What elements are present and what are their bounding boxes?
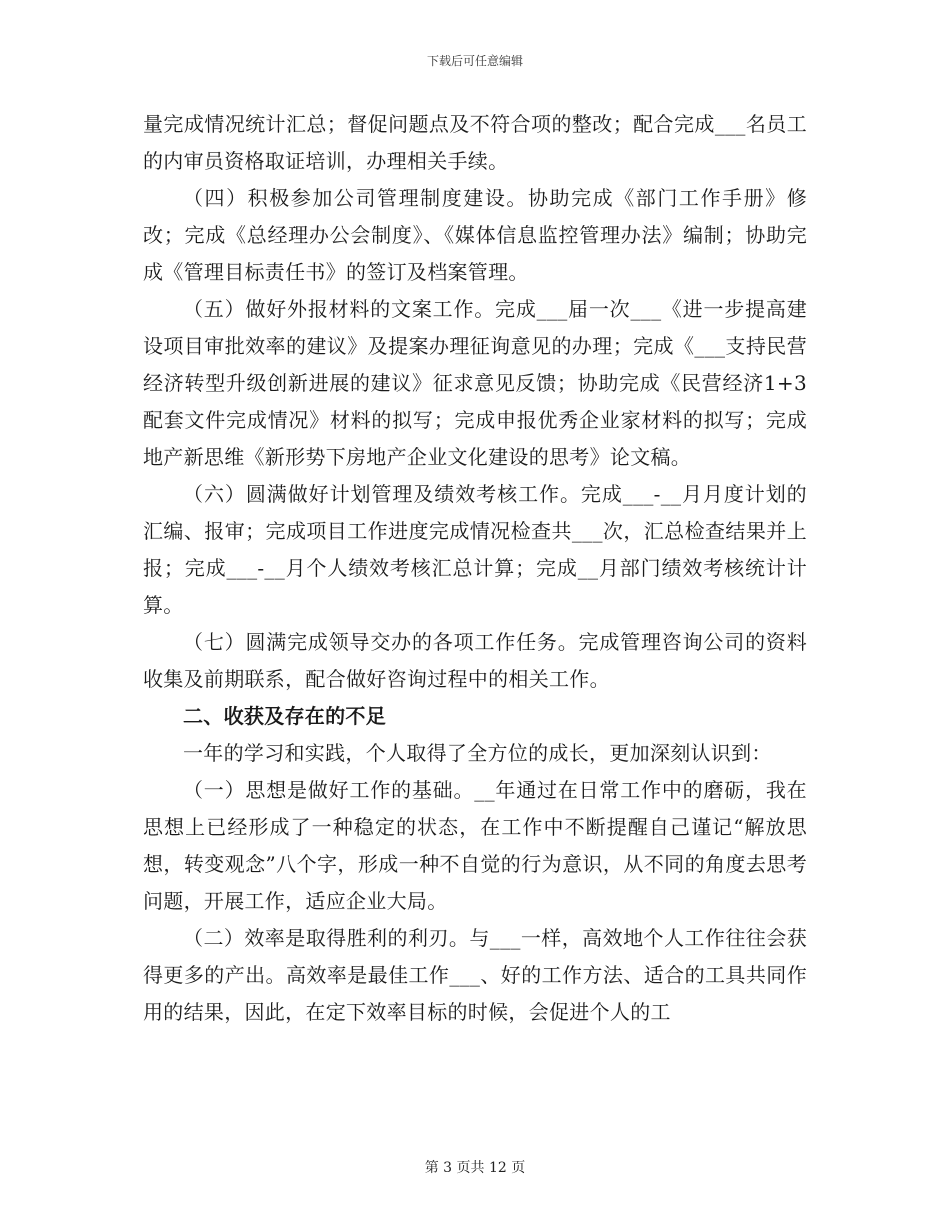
paragraph-item-7: （七）圆满完成领导交办的各项工作任务。完成管理咨询公司的资料收集及前期联系，配合做好咨询过程中的相关工作。	[143, 630, 807, 691]
paragraph-intro: 一年的学习和实践，个人取得了全方位的成长，更加深刻认识到：	[183, 741, 772, 765]
page-header: 下载后可任意编辑	[426, 54, 523, 68]
paragraph-point-2: （二）效率是取得胜利的利刃。与___一样，高效地个人工作往往会获得更多的产出。高效率是最佳工作___、好的工作方法、适合的工具共同作用的结果，因此，在定下效率目标的时候，会促进个人的工	[143, 926, 807, 1024]
paragraph-continuation: 量完成情况统计汇总；督促问题点及不符合项的整改；配合完成___名员工的内审员资格取证培训，办理相关手续。	[143, 112, 807, 173]
paragraph-item-5: （五）做好外报材料的文案工作。完成___届一次___《进一步提高建设项目审批效率的建议》及提案办理征询意见的办理；完成《___支持民营经济转型升级创新进展的建议》征求意见反馈；协助完成《民营经济1+3配套文件完成情况》材料的拟写；完成申报优秀企业家材料的拟写；完成地产新思维《新形势下房地产企业文化建设的思考》论文稿。	[143, 297, 807, 469]
paragraph-point-1: （一）思想是做好工作的基础。__年通过在日常工作中的磨砺，我在思想上已经形成了一种稳定的状态，在工作中不断提醒自己谨记“解放思想，转变观念”八个字，形成一种不自觉的行为意识，从不同的角度去思考问题，开展工作，适应企业大局。	[143, 778, 807, 913]
section-heading: 二、收获及存在的不足	[183, 704, 386, 728]
paragraph-item-4: （四）积极参加公司管理制度建设。协助完成《部门工作手册》修改；完成《总经理办公会制度》、《媒体信息监控管理办法》编制；协助完成《管理目标责任书》的签订及档案管理。	[143, 186, 807, 284]
paragraph-item-6: （六）圆满做好计划管理及绩效考核工作。完成___-__月月度计划的汇编、报审；完成项目工作进度完成情况检查共___次，汇总检查结果并上报；完成___-__月个人绩效考核汇总计算；完成__月部门绩效考核统计计算。	[143, 482, 807, 617]
page-footer: 第 3 页共 12 页	[424, 1160, 526, 1176]
document-body	[143, 106, 807, 1031]
